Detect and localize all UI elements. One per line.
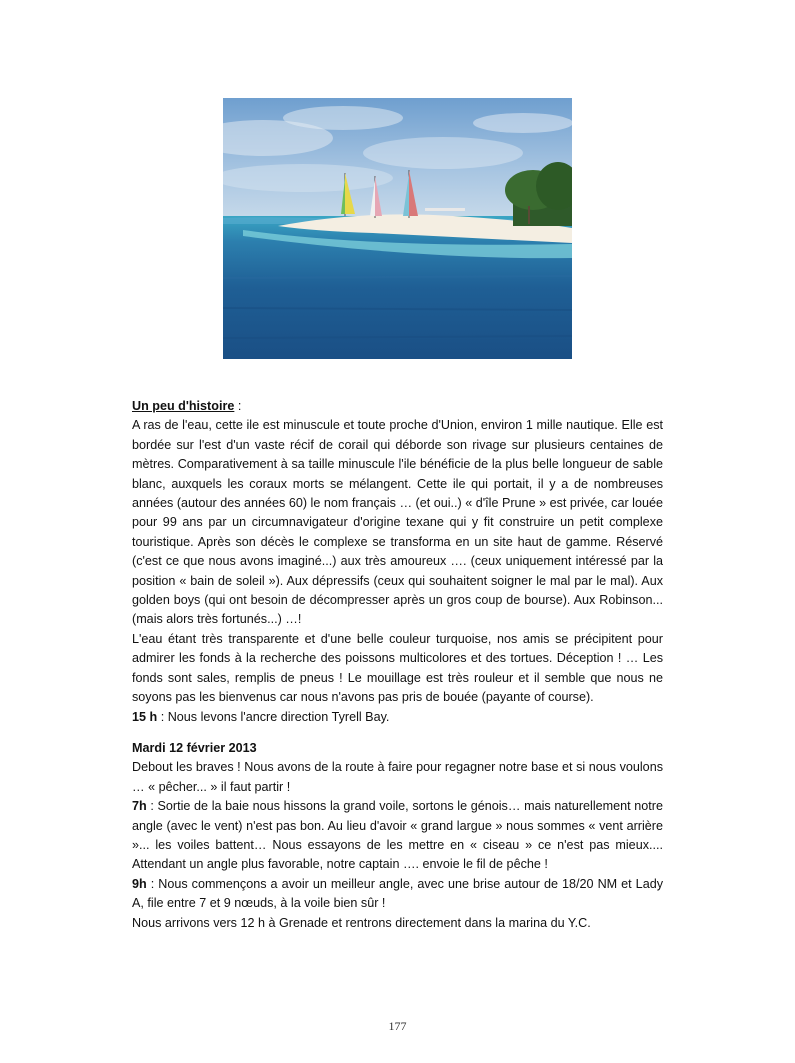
beach-photo-drawing xyxy=(223,98,572,359)
paragraph xyxy=(132,914,663,933)
paragraph xyxy=(132,630,663,708)
time-lead: 15 h xyxy=(132,709,158,724)
paragraph xyxy=(132,708,663,727)
paragraph-text: : Nous commençons a avoir un meilleur angle, avec une brise autour de 18/20 NM et Lady A, file entre 7 et 9 nœuds, à la voile bien sûr ! xyxy=(132,876,663,911)
beach-photo xyxy=(223,98,572,359)
paragraph-text: : Nous levons l'ancre direction Tyrell Bay. xyxy=(157,709,390,724)
body-text xyxy=(132,397,663,933)
heading-suffix: : xyxy=(234,399,242,413)
paragraph xyxy=(132,416,663,629)
time-lead: 7h xyxy=(132,799,147,814)
section-title-history: Un peu d'histoire xyxy=(132,399,235,413)
paragraph-text: L'eau étant très transparente et d'une belle couleur turquoise, nos amis se précipitent pour admirer les fonds à la recherche des poissons multicolores et des tortues. Déception ! … Les fonds sont sales, remplis de pneus ! Le mouillage est très rouleur et il semble que nous ne soyons pas les bienvenus car nous n'avons pas pris de bouée (payante of course). xyxy=(132,631,663,705)
paragraph-text: Nous arrivons vers 12 h à Grenade et rentrons directement dans la marina du Y.C. xyxy=(132,915,591,930)
paragraph xyxy=(132,758,663,797)
paragraph xyxy=(132,875,663,914)
time-lead: 9h xyxy=(132,876,147,891)
section-title-date: Mardi 12 février 2013 xyxy=(132,740,257,755)
page-number: 177 xyxy=(388,1019,407,1033)
paragraph-text: : Sortie de la baie nous hissons la grand voile, sortons le génois… mais naturellement notre angle (avec le vent) n'est pas bon. Au lieu d'avoir « grand largue » nous sommes « vent arrière »... les voiles battent… Nous essayons de les mettre en « ciseau » ce n'est pas mieux.... Attendant un angle plus favorable, notre captain …. envoie le fil de pêche ! xyxy=(132,799,663,872)
paragraph-text: Debout les braves ! Nous avons de la route à faire pour regagner notre base et si nous voulons … « pêcher... » il faut partir ! xyxy=(132,760,663,794)
paragraph xyxy=(132,797,663,875)
paragraph-text: A ras de l'eau, cette ile est minuscule et toute proche d'Union, environ 1 mille nautique. Elle est bordée sur l'est d'un vaste récif de corail qui déborde son rivage sur plusieurs centaines de mètres. Comparativement à sa taille minuscule l'ile bénéficie de la plus belle longueur de sable blanc, auxquels les coraux morts se mélangent. Cette ile qui portait, il y a de nombreuses années (autour des années 60) le nom français … (et oui..) « d'île Prune » est privée, car louée pour 99 ans par un circumnavigateur d'origine texane qui y fit construire un petit complexe touristique. Après son décès le complexe se transforma en un site haut de gamme. Réservé (c'est ce que nous avons imaginé...) aux très amoureux …. (ceux uniquement intéressé par la position « bain de soleil »). Aux dépressifs (ceux qui souhaitent soigner le mal par le mal). Aux golden boys (qui ont besoin de décompresser après un gros coup de bourse). Aux Robinson... (mais alors très fortunés...) …! xyxy=(132,418,663,627)
section-heading xyxy=(132,397,663,416)
section-heading xyxy=(132,739,663,758)
